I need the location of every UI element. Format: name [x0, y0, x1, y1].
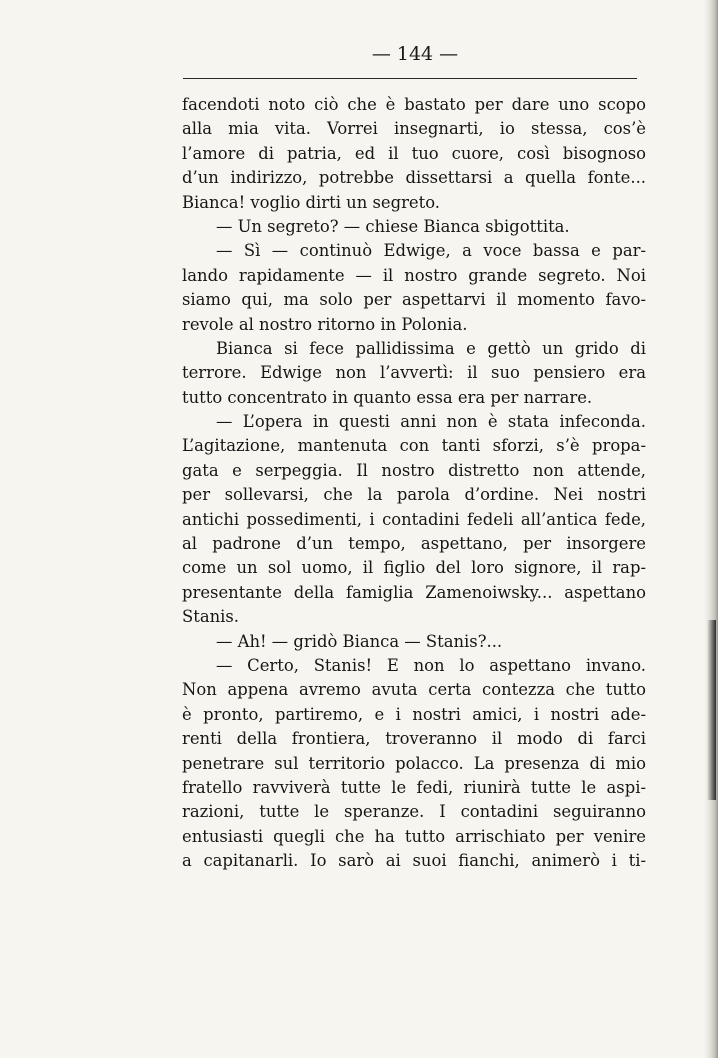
text-line: Bianca si fece pallidissima e gettò un grido di	[216, 338, 646, 358]
text-line: al padrone d’un tempo, aspettano, per insorgere	[182, 534, 646, 554]
text-line: è pronto, partiremo, e i nostri amici, i nostri ade-	[182, 704, 646, 724]
header-rule	[183, 78, 637, 79]
text-line: — Certo, Stanis! E non lo aspettano invano.	[216, 655, 646, 675]
text-line: Bianca! voglio dirti un segreto.	[182, 192, 440, 212]
text-line: tutto concentrato in quanto essa era per narrare.	[182, 387, 593, 407]
text-line: — Sì — continuò Edwige, a voce bassa e par-	[216, 241, 646, 261]
text-line: presentante della famiglia Zamenoiwsky... aspettano	[182, 582, 646, 602]
text-line: Stanis.	[182, 607, 240, 627]
text-line: terrore. Edwige non l’avvertì: il suo pensiero era	[182, 363, 646, 383]
text-line: — Ah! — gridò Bianca — Stanis?...	[216, 631, 503, 651]
text-line: Non appena avremo avuta certa contezza che tutto	[182, 680, 646, 700]
text-line: revole al nostro ritorno in Polonia.	[182, 314, 468, 334]
text-line: siamo qui, ma solo per aspettarvi il momento favo-	[182, 290, 646, 310]
text-line: razioni, tutte le speranze. I contadini seguiranno	[182, 802, 646, 822]
text-line: L’agitazione, mantenuta con tanti sforzi, s’è propa-	[182, 436, 646, 456]
text-line: antichi possedimenti, i contadini fedeli all’antica fede,	[182, 509, 646, 529]
text-line: lando rapidamente — il nostro grande segreto. Noi	[182, 265, 646, 285]
page-binding-edge	[704, 0, 718, 1058]
text-line: d’un indirizzo, potrebbe dissettarsi a quella fonte...	[182, 168, 646, 188]
page-number: — 144 —	[371, 43, 459, 65]
text-line: penetrare sul territorio polacco. La presenza di mio	[182, 753, 646, 773]
text-line: gata e serpeggia. Il nostro distretto non attende,	[182, 460, 646, 480]
text-line: l’amore di patria, ed il tuo cuore, così bisognoso	[182, 143, 646, 163]
text-line: entusiasti quegli che ha tutto arrischiato per venire	[182, 826, 646, 846]
page-binding-shadow	[707, 620, 716, 800]
text-line: come un sol uomo, il figlio del loro signore, il rap-	[182, 558, 646, 578]
text-line: fratello ravviverà tutte le fedi, riunirà tutte le aspi-	[182, 777, 646, 797]
text-line: per sollevarsi, che la parola d’ordine. Nei nostri	[182, 485, 646, 505]
text-line: a capitanarli. Io sarò ai suoi fianchi, animerò i ti-	[182, 851, 646, 871]
text-line: facendoti noto ciò che è bastato per dare uno scopo	[182, 95, 646, 114]
text-line: alla mia vita. Vorrei insegnarti, io stessa, cos’è	[182, 119, 646, 139]
text-line: renti della frontiera, troveranno il modo di farci	[182, 729, 646, 749]
text-line: — L’opera in questi anni non è stata infeconda.	[216, 412, 646, 432]
body-text	[182, 93, 646, 874]
text-line: — Un segreto? — chiese Bianca sbigottita.	[216, 216, 570, 236]
